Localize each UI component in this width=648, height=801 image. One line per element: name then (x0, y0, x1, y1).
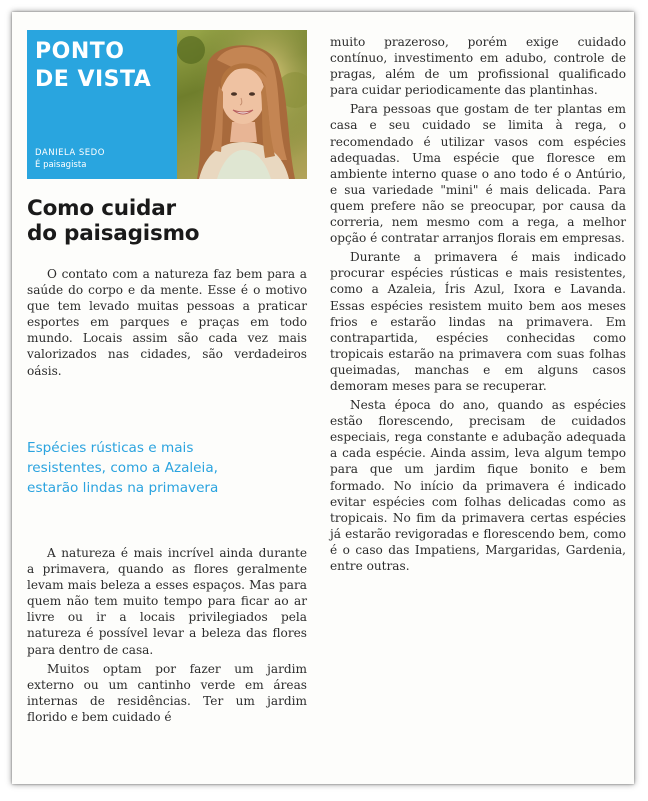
paragraph-1: O contato com a natureza faz bem para a saúde do corpo e da mente. Esse é o motivo que tem levado muitas pessoas a praticar esportes em parques e praças em todo mundo. Locais assim são cada vez mais valorizados nas cidades, são verdadeiros oásis. (27, 267, 307, 378)
paragraph-6: Nesta época do ano, quando as espécies estão florescendo, precisam de cuidados especiais, rega constante e adubação adequada a cada espécie. Ainda assim, leva algum tempo para que um jardim fique bonito e bem formado. No início da primavera é indicado evitar espécies com folhas delicadas como as tropicais. No fim da primavera certas espécies já estarão revigoradas e florescendo bem, como é o caso das Impatiens, Margaridas, Gardenia, entre outras. (330, 398, 626, 573)
headline-line-2: do paisagismo (27, 221, 200, 246)
author-portrait-image (177, 30, 307, 179)
column-kicker (35, 38, 151, 94)
pull-quote (27, 438, 307, 498)
paragraph-4: Para pessoas que gostam de ter plantas em casa e seu cuidado se limita à rega, o recomendado é utilizar vasos com espécies adequadas. Uma espécie que floresce em ambiente interno quase o ano todo é o Antúrio, e sua variedade "mini" é mais delicada. Para quem prefere não se preocupar, por causa da correria, nem mesmo com a rega, a melhor opção é contratar arranjos florais em empresas. (330, 102, 626, 246)
article-column-1-bottom (27, 545, 307, 728)
headline-line-1: Como cuidar (27, 196, 176, 221)
pullquote-line-1: Espécies rústicas e mais (27, 440, 194, 456)
author-name: DANIELA SEDO (35, 148, 105, 158)
paragraph-5: Durante a primavera é mais indicado procurar espécies rústicas e mais resistentes, como a Azaleia, Íris Azul, Ixora e Lavanda. Essas espécies resistem muito bem aos meses frios e estarão lindas na primavera. Em contrapartida, espécies conhecidas como tropicais estarão na primavera com suas folhas queimadas, manchas e em alguns casos demoram meses para se recuperar. (330, 250, 626, 393)
kicker-line-1: PONTO (35, 39, 125, 64)
paragraph-3-continued: muito prazeroso, porém exige cuidado contínuo, investimento em adubo, controle de pragas, além de um profissional qualificado para cuidar periodicamente das plantinhas. (330, 35, 626, 98)
article-column-1-top (27, 266, 307, 382)
article-column-2 (330, 34, 626, 577)
article-headline (27, 196, 307, 246)
paragraph-2: A natureza é mais incrível ainda durante a primavera, quando as flores geralmente levam mais beleza a esses espaços. Mas para quem não tem muito tempo para ficar ao ar livre ou ir a locais privilegiados pela natureza é possível levar a beleza das flores para dentro de casa. (27, 546, 307, 657)
column-header (27, 30, 177, 179)
pullquote-line-3: estarão lindas na primavera (27, 480, 219, 496)
author-role: É paisagista (35, 160, 87, 170)
pullquote-line-2: resistentes, como a Azaleia, (27, 460, 218, 476)
kicker-line-2: DE VISTA (35, 67, 152, 92)
newspaper-clipping (12, 12, 634, 784)
paragraph-3: Muitos optam por fazer um jardim externo ou um cantinho verde em áreas internas de residências. Ter um jardim florido e bem cuidado é (27, 661, 307, 724)
author-photo (177, 30, 307, 179)
